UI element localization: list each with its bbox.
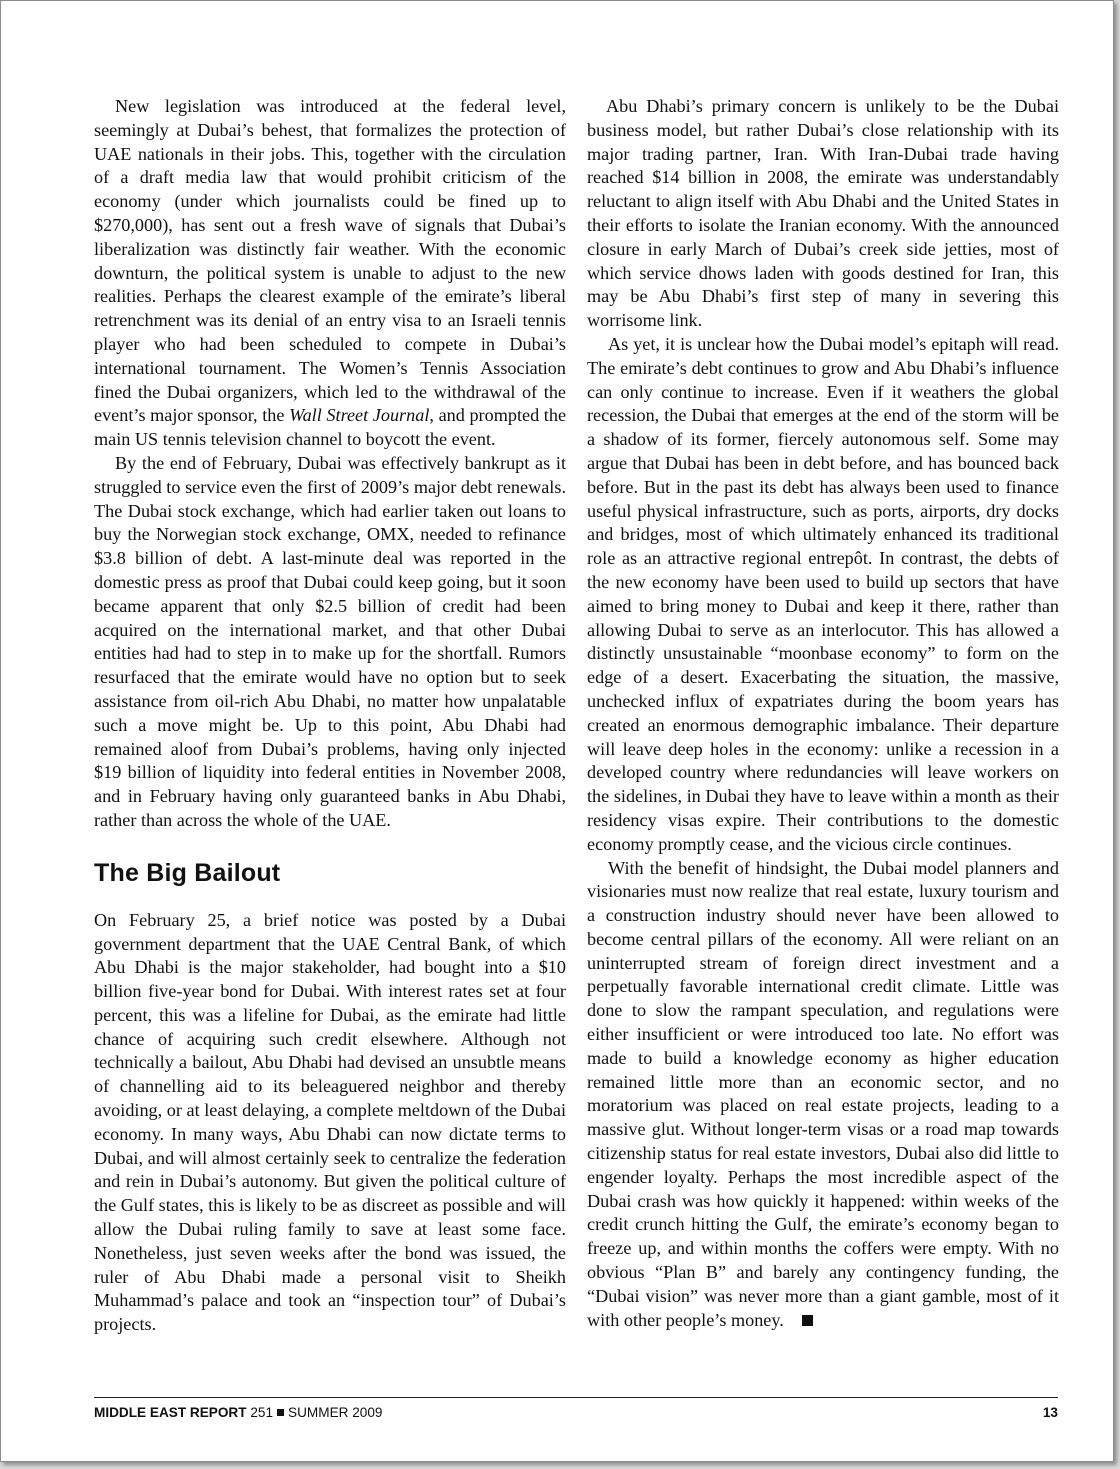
article-paragraph: On February 25, a brief notice was posted by a Dubai government department that the UAE Central Bank, of which Abu Dhabi is the major stakeholder, had bought into a $10 billion five-year bond for Dubai. With interest rates set at four percent, this was a lifeline for Dubai, as the emirate had little chance of acquiring such credit elsewhere. Although not technically a bailout, Abu Dhabi had devised an unsubtle means of channelling aid to its beleaguered neighbor and thereby avoiding, or at least delaying, a complete meltdown of the Dubai economy. In many ways, Abu Dhabi can now dictate terms to Dubai, and will almost certainly seek to centralize the federation and rein in Dubai’s autonomy. But given the political culture of the Gulf states, this is likely to be as discreet as possible and will allow the Dubai ruling family to save at least some face. Nonetheless, just seven weeks after the bond was issued, the ruler of Abu Dhabi made a personal visit to Sheikh Muhammad’s palace and took an “inspection tour” of Dubai’s projects. (94, 909, 566, 1335)
section-heading: The Big Bailout (94, 858, 281, 887)
article-paragraph: By the end of February, Dubai was effectively bankrupt as it struggled to service even the first of 2009’s major debt renewals. The Dubai stock exchange, which had earlier taken out loans to buy the Norwegian stock exchange, OMX, needed to refinance $3.8 billion of debt. A last-minute deal was reported in the domestic press as proof that Dubai could keep going, but it soon became apparent that only $2.5 billion of credit had been acquired on the international market, and that other Dubai entities had had to step in to make up for the shortfall. Rumors resurfaced that the emirate would have no option but to seek assistance from oil-rich Abu Dhabi, no matter how unpalatable such a move might be. Up to this point, Abu Dhabi had remained aloof from Dubai’s problems, having only injected $19 billion of liquidity into federal entities in November 2008, and in February having only guaranteed banks in Abu Dhabi, rather than across the whole of the UAE. (94, 452, 566, 830)
end-of-article-square-icon (802, 1315, 813, 1326)
paragraph-text: , and prompted the main US tennis television channel to boycott the event. (94, 405, 567, 450)
article-paragraph (587, 857, 1059, 1333)
publication-title: MIDDLE EAST REPORT (94, 1405, 247, 1420)
issue-season: SUMMER 2009 (288, 1405, 383, 1420)
paragraph-text: New legislation was introduced at the federal level, seemingly at Dubai’s behest, that formalizes the protection of UAE nationals in their jobs. This, together with the circulation of a draft media law that would prohibit criticism of the economy (under which journalists could be fined up to $270,000), has sent out a fresh wave of signals that Dubai’s liberalization was distinctly fair weather. With the economic downturn, the political system is unable to adjust to the new realities. Perhaps the clearest example of the emirate’s liberal retrenchment was its denial of an entry visa to an Israeli tennis player who had been scheduled to compete in Dubai’s international tournament. The Women’s Tennis Association fined the Dubai organizers, which led to the withdrawal of the event’s major sponsor, the (94, 96, 566, 426)
article-paragraph: As yet, it is unclear how the Dubai model’s epitaph will read. The emirate’s debt continues to grow and Abu Dhabi’s influence can only continue to increase. Even if it weathers the global recession, the Dubai that emerges at the end of the storm will be a shadow of its former, fiercely autonomous self. Some may argue that Dubai has been in debt before, and has bounced back before. But in the past its debt has always been used to finance useful physical infrastructure, such as ports, airports, dry docks and bridges, most of which ultimately enhanced its traditional role as an attractive regional entrepôt. In contrast, the debts of the new economy have been used to build up sectors that have aimed to bring money to Dubai and keep it there, rather than allowing Dubai to serve as an interlocutor. This has allowed a distinctly unsustainable “moonbase economy” to form on the edge of a desert. Exacerbating the situation, the massive, unchecked influx of expatriates during the boom years has created an enormous demographic imbalance. Their departure will leave deep holes in the economy: unlike a recession in a developed country where redundancies will leave workers on the sidelines, in Dubai they have to leave within a month as their residency visas expire. Their contributions to the domestic economy promptly cease, and the vicious circle continues. (587, 333, 1059, 854)
footer-credit (94, 1405, 382, 1420)
footer-rule (94, 1397, 1058, 1398)
article-paragraph: Abu Dhabi’s primary concern is unlikely to be the Dubai business model, but rather Dubai’s close relationship with its major trading partner, Iran. With Iran-Dubai trade having reached $14 billion in 2008, the emirate was understandably reluctant to align itself with Abu Dhabi and the United States in their efforts to isolate the Iranian economy. With the announced closure in early March of Dubai’s creek side jetties, most of which service dhows laden with goods destined for Iran, this may be Abu Dhabi’s first step of many in severing this worrisome link. (587, 96, 1059, 331)
issue-number: 251 (250, 1405, 274, 1420)
publication-name: Wall Street Journal (289, 405, 430, 426)
square-bullet-icon (277, 1409, 284, 1416)
article-paragraph (94, 95, 566, 452)
right-column (587, 95, 1059, 1332)
left-column (94, 95, 566, 1337)
paragraph-text: With the benefit of hindsight, the Dubai model planners and visionaries must now realize that real estate, luxury tourism and a construction industry should never have been allowed to become central pillars of the economy. All were reliant on an uninterrupted stream of foreign direct investment and a perpetually favorable international credit climate. Little was done to slow the rampant speculation, and regulations were either insufficient or were introduced too late. No effort was made to build a knowledge economy as higher education remained little more than an economic sector, and no moratorium was placed on real estate projects, leading to a massive glut. Without longer-term visas or a road map towards citizenship status for real estate investors, Dubai also did little to engender loyalty. Perhaps the most incredible aspect of the Dubai crash was how quickly it happened: within weeks of the credit crunch hitting the Gulf, the emirate’s economy began to freeze up, and within months the coffers were empty. With no obvious “Plan B” and barely any contingency funding, the “Dubai vision” was never more than a giant gamble, most of it with other people’s money. (587, 857, 1059, 1330)
page-number: 13 (1042, 1405, 1058, 1420)
